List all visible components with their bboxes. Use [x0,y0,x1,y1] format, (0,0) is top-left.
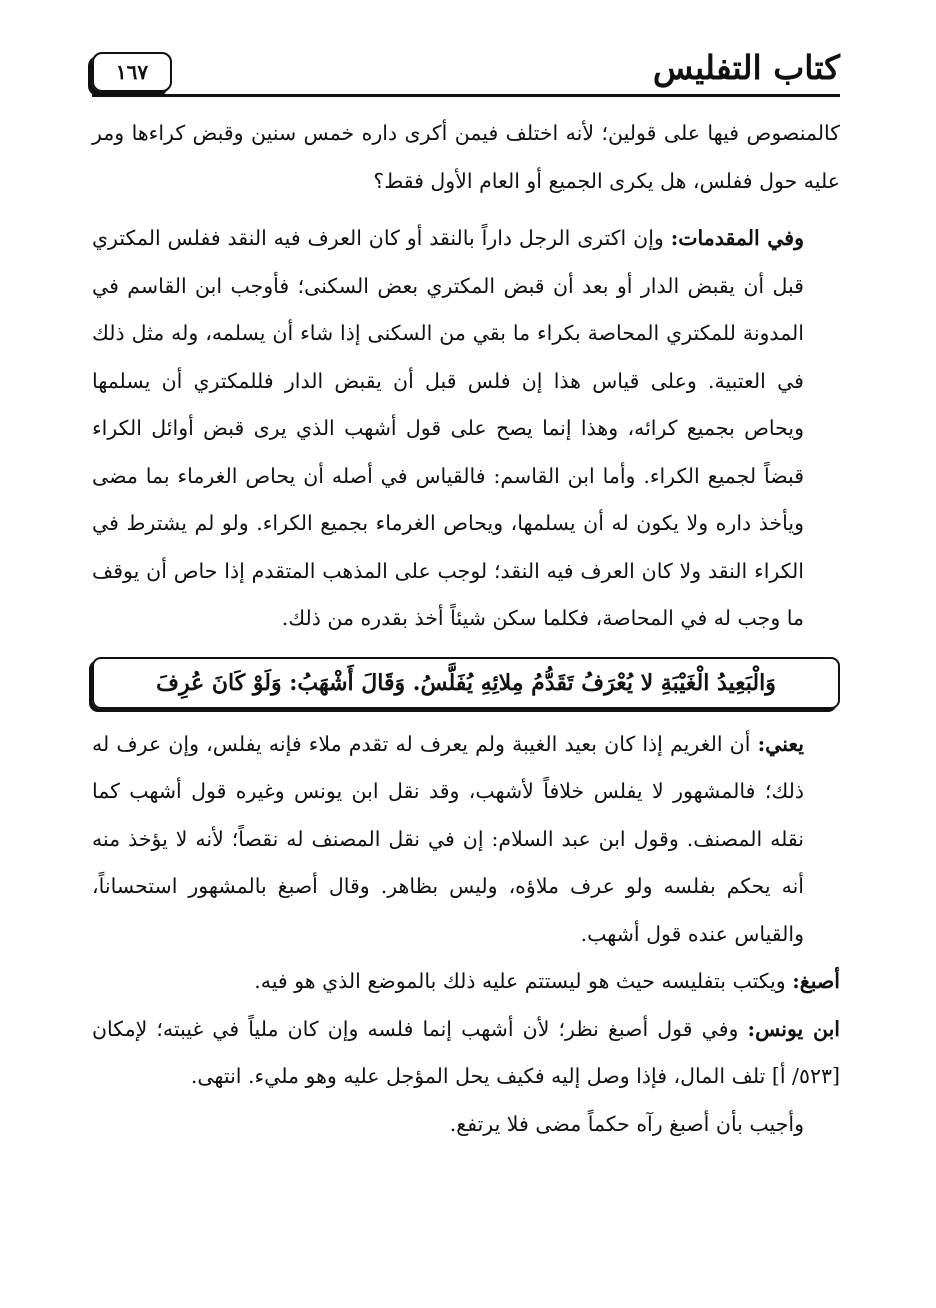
matn-text: وَالْبَعِيدُ الْغَيْبَةِ لا يُعْرَفُ تَقَدُّمُ مِلائِهِ يُفَلَّسُ. وَقَالَ أَشْهَبُ: وَلَوْ كَانَ عُرِفَ [156,669,776,696]
paragraph-text: ويكتب بتفليسه حيث هو ليستتم عليه ذلك بالموضع الذي هو فيه. [254,969,793,993]
paragraph-text: وإن اكترى الرجل داراً بالنقد أو كان العرف فيه النقد ففلس المكتري قبل أن يقبض الدار أو بعد أن قبض المكتري بعض السكنى؛ فأوجب ابن القاسم في المدونة للمكتري المحاصة بكراء ما بقي من السكنى إذا شاء أن يسلمه، وله مثل ذلك في العتبية. وعلى قياس هذا إن فلس قبل أن يقبض الدار فللمكتري أن يسلمها ويحاص بجميع كرائه، وهذا إنما يصح على قول أشهب الذي يرى قبض أوائل الكراء قبضاً لجميع الكراء. وأما ابن القاسم: فالقياس في أصله أن يحاص الغرماء بما مضى ويأخذ داره ولا يكون له أن يسلمها، ويحاص الغرماء بجميع الكراء. ولو لم يشترط في الكراء النقد ولا كان العرف فيه النقد؛ لوجب على المذهب المتقدم إذا حاص أن يوقف ما وجب له في المحاصة، فكلما سكن شيئاً أخذ بقدره من ذلك. [92,226,804,630]
paragraph-text: وفي قول أصبغ نظر؛ لأن أشهب إنما فلسه وإن كان ملياً في غيبته؛ لإمكان [٥٢٣/ أ] تلف المال، فإذا وصل إليه فكيف يحل المؤجل عليه وهو مليء. انتهى. [92,1016,840,1088]
paragraph-continuation [92,110,840,205]
paragraph-ujiba [92,1101,840,1149]
paragraph-text: وأجيب بأن أصبغ رآه حكماً مضى فلا يرتفع. [449,1111,804,1136]
matn-box [92,657,840,709]
page-body [92,110,840,1148]
page-number-box [92,52,172,92]
page-number: ١٦٧ [115,60,149,84]
paragraph-asbagh [92,958,840,1006]
book-title: كتاب التفليس [652,48,840,87]
paragraph-lead: أصبغ: [792,969,840,993]
paragraph-muqaddimat [92,215,840,643]
paragraph-lead: ابن يونس: [747,1016,840,1041]
paragraph-yani [92,721,840,959]
header-rule [92,94,840,97]
running-header [92,40,840,98]
paragraph-lead: وفي المقدمات: [670,226,804,250]
paragraph-text: كالمنصوص فيها على قولين؛ لأنه اختلف فيمن أكرى داره خمس سنين وقبض كراءها ومر عليه حول ففلس، هل يكرى الجميع أو العام الأول فقط؟ [92,121,840,193]
paragraph-text: أن الغريم إذا كان بعيد الغيبة ولم يعرف له تقدم ملاء فإنه يفلس، وإن عرف له ذلك؛ فالمشهور لا يفلس خلافاً لأشهب، وقد نقل ابن يونس وغيره قول أشهب كما نقله المصنف. وقول ابن عبد السلام: إن في نقل المصنف له نقصاً؛ لأنه لا يؤخذ منه أنه يحكم بفلسه ولو عرف ملاؤه، وليس بظاهر. وقال أصبغ بالمشهور استحساناً، والقياس عنده قول أشهب. [92,731,804,946]
paragraph-ibn-yunus [92,1006,840,1101]
paragraph-lead: يعني: [757,731,804,756]
book-page [92,40,840,1268]
